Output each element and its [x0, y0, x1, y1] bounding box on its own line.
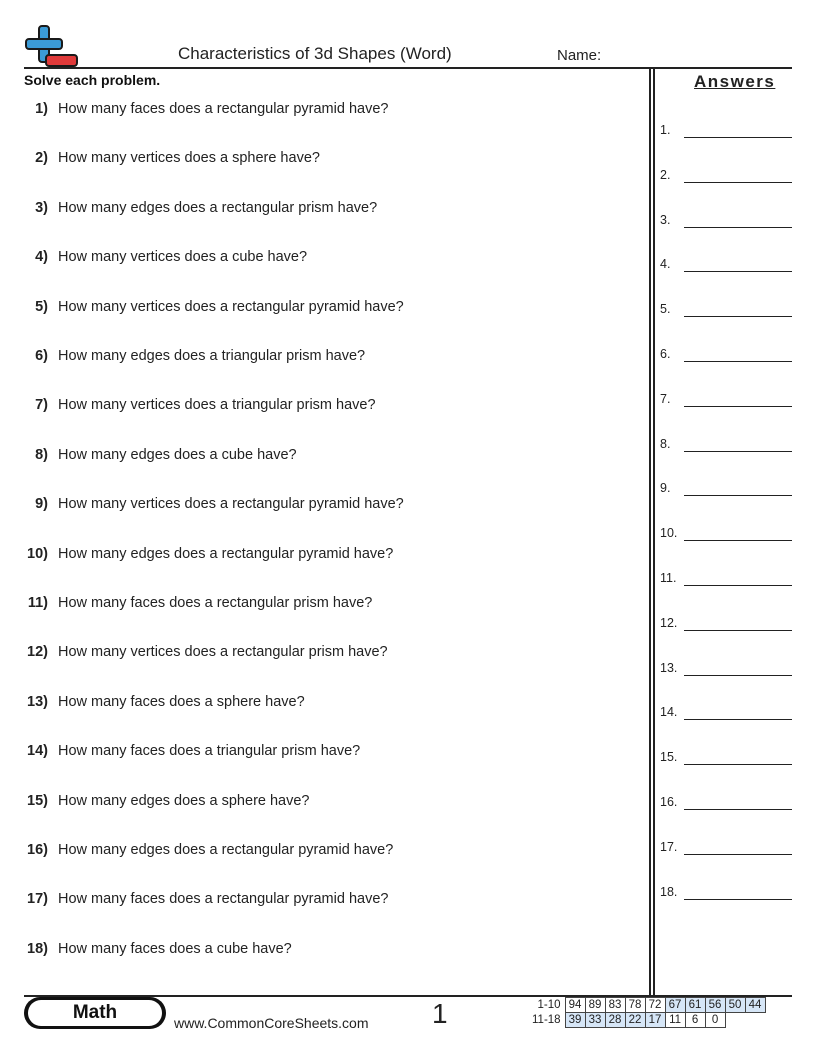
answer-number: 12. [660, 615, 678, 630]
answer-number: 13. [660, 660, 678, 675]
plus-minus-logo-icon [24, 24, 80, 68]
problem-item [24, 249, 644, 269]
answer-blank[interactable] [684, 675, 792, 676]
answer-blank[interactable] [684, 227, 792, 228]
score-cell: 33 [585, 1013, 605, 1028]
answer-number: 6. [660, 347, 671, 361]
problem-number: 10) [27, 545, 48, 562]
problem-number: 8) [35, 446, 48, 463]
answer-item[interactable] [660, 168, 792, 188]
problem-question: How many edges does a rectangular pyramid have? [58, 842, 394, 858]
answer-item[interactable] [660, 750, 792, 770]
problem-question: How many faces does a rectangular prism have? [58, 595, 373, 611]
score-cell: 78 [625, 998, 645, 1013]
answer-number: 8. [660, 436, 671, 451]
problem-item [24, 150, 644, 170]
answer-blank[interactable] [684, 540, 792, 541]
answer-number: 2. [660, 167, 671, 182]
score-cell: 83 [605, 998, 625, 1013]
problem-number: 13) [27, 693, 48, 710]
problem-question: How many edges does a rectangular pyramid have? [58, 545, 394, 562]
problem-item [24, 941, 644, 961]
score-table [530, 997, 766, 1028]
answer-number: 16. [660, 795, 678, 809]
problem-item [24, 694, 644, 714]
score-cell: 89 [585, 998, 605, 1013]
problem-item [24, 299, 644, 319]
answer-blank[interactable] [684, 137, 792, 138]
problem-item [24, 200, 644, 220]
problem-item [24, 101, 644, 121]
problem-item [24, 496, 644, 516]
answer-blank[interactable] [684, 406, 792, 407]
problem-question: How many edges does a rectangular prism have? [58, 199, 378, 216]
problem-number: 3) [35, 199, 48, 216]
answer-blank[interactable] [684, 451, 792, 452]
answer-item[interactable] [660, 481, 792, 501]
problem-item [24, 743, 644, 763]
answer-item[interactable] [660, 257, 792, 277]
answer-number: 17. [660, 839, 678, 854]
answer-blank[interactable] [684, 809, 792, 810]
score-row-label: 11-18 [532, 1014, 561, 1026]
score-cell: 17 [645, 1013, 665, 1028]
answer-blank[interactable] [684, 630, 792, 631]
problem-question: How many vertices does a rectangular pyramid have? [58, 496, 404, 513]
problem-question: How many edges does a sphere have? [58, 792, 310, 809]
problem-number: 11) [27, 595, 48, 611]
problem-question: How many faces does a sphere have? [58, 693, 305, 710]
problem-number: 14) [27, 743, 48, 760]
score-cell: 67 [665, 998, 685, 1013]
problem-number: 15) [27, 792, 48, 809]
problem-question: How many faces does a triangular prism have? [58, 743, 361, 760]
score-row-label: 1-10 [537, 999, 561, 1011]
score-cell: 28 [605, 1013, 625, 1028]
problem-item [24, 891, 644, 911]
problem-number: 9) [35, 496, 48, 513]
problem-question: How many vertices does a rectangular prism have? [58, 644, 388, 661]
answer-number: 7. [660, 391, 671, 406]
score-cell: 61 [685, 998, 705, 1013]
problem-item [24, 842, 644, 862]
answer-number: 11. [660, 571, 677, 585]
answers-heading: Answers [694, 72, 776, 91]
problem-item [24, 397, 644, 417]
score-cell: 22 [625, 1013, 645, 1028]
answer-number: 1. [660, 123, 671, 137]
problem-number: 18) [27, 940, 48, 957]
header-divider [24, 67, 792, 69]
answer-item[interactable] [660, 302, 792, 322]
subject-badge [24, 997, 166, 1029]
answer-number: 3. [660, 212, 671, 227]
problem-question: How many vertices does a cube have? [58, 249, 308, 266]
problem-question: How many edges does a triangular prism have? [58, 348, 366, 364]
problem-item [24, 644, 644, 664]
answer-blank[interactable] [684, 361, 792, 362]
answer-item[interactable] [660, 705, 792, 725]
problem-number: 6) [35, 348, 48, 364]
problem-number: 1) [35, 101, 48, 117]
problem-question: How many vertices does a triangular prism have? [58, 397, 376, 414]
answer-blank[interactable] [684, 316, 792, 317]
problem-item [24, 546, 644, 566]
score-row [530, 1013, 765, 1028]
answer-number: 9. [660, 481, 671, 496]
score-cell: 50 [725, 998, 745, 1013]
answer-number: 5. [660, 302, 671, 317]
problem-question: How many faces does a cube have? [58, 940, 292, 957]
problem-number: 17) [27, 891, 48, 908]
problem-item [24, 348, 644, 368]
problem-question: How many vertices does a sphere have? [58, 150, 320, 167]
score-cell: 39 [565, 1013, 585, 1028]
answer-blank[interactable] [684, 854, 792, 855]
answer-blank[interactable] [684, 899, 792, 900]
instructions: Solve each problem. [24, 72, 161, 88]
problem-number: 2) [35, 150, 48, 167]
score-cell: 0 [705, 1013, 725, 1028]
problem-question: How many edges does a cube have? [58, 446, 297, 463]
answer-item[interactable] [660, 661, 792, 681]
answer-number: 18. [660, 884, 678, 899]
subject-badge-label: Math [28, 1000, 162, 1026]
answer-item[interactable] [660, 840, 792, 860]
answer-item[interactable] [660, 795, 792, 815]
answer-blank[interactable] [684, 719, 792, 720]
problem-number: 4) [35, 249, 48, 266]
name-label: Name: [557, 47, 602, 64]
answer-number: 10. [660, 526, 678, 541]
problem-number: 7) [35, 397, 48, 414]
score-cell: 11 [665, 1013, 685, 1028]
answer-item[interactable] [660, 347, 792, 367]
answer-blank[interactable] [684, 271, 792, 272]
answer-column-divider-inner [653, 68, 655, 996]
problem-number: 16) [27, 842, 48, 858]
answer-number: 4. [660, 257, 671, 272]
answer-blank[interactable] [684, 182, 792, 183]
answer-item[interactable] [660, 571, 792, 591]
answer-blank[interactable] [684, 585, 792, 586]
problem-question: How many vertices does a rectangular pyramid have? [58, 298, 404, 315]
answer-number: 15. [660, 750, 678, 765]
answer-item[interactable] [660, 123, 792, 143]
problem-question: How many faces does a rectangular pyramid have? [58, 101, 389, 117]
problem-number: 12) [27, 644, 48, 661]
website-link[interactable]: www.CommonCoreSheets.com [174, 1015, 369, 1031]
problem-item [24, 793, 644, 813]
answer-item[interactable] [660, 885, 792, 905]
score-cell: 44 [745, 998, 765, 1013]
score-cell: 94 [565, 998, 585, 1013]
score-cell: 56 [705, 998, 725, 1013]
score-cell: 72 [645, 998, 665, 1013]
page-number: 1 [432, 998, 448, 1029]
answer-item[interactable] [660, 437, 792, 457]
answer-number: 14. [660, 705, 678, 720]
score-cell: 6 [685, 1013, 705, 1028]
problem-number: 5) [35, 298, 48, 315]
worksheet-title: Characteristics of 3d Shapes (Word) [178, 44, 452, 63]
problem-question: How many faces does a rectangular pyramid have? [58, 891, 389, 908]
problem-item [24, 447, 644, 467]
answer-blank[interactable] [684, 764, 792, 765]
answer-item[interactable] [660, 616, 792, 636]
problem-item [24, 595, 644, 615]
answer-item[interactable] [660, 213, 792, 233]
answer-item[interactable] [660, 392, 792, 412]
answer-item[interactable] [660, 526, 792, 546]
answer-column-divider [649, 68, 651, 996]
answer-blank[interactable] [684, 495, 792, 496]
score-row [530, 998, 765, 1013]
